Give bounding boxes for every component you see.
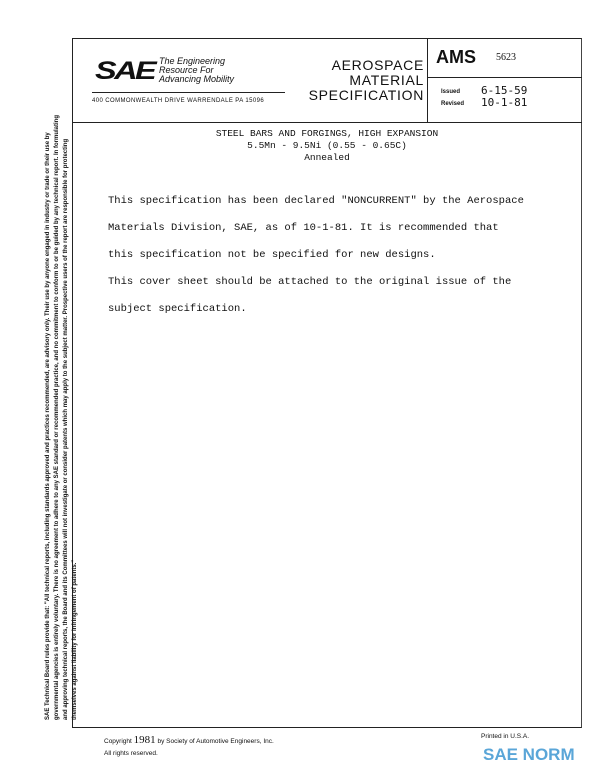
issued-label: Issued	[441, 89, 461, 95]
doc-type-title	[300, 58, 424, 103]
divider	[427, 38, 428, 122]
title-line: SPECIFICATION	[308, 87, 424, 103]
tagline-line: Resource For	[159, 65, 214, 75]
tagline-line: Advancing Mobility	[159, 74, 235, 84]
subject-line: 5.5Mn - 9.5Ni (0.55 - 0.65C)	[247, 140, 407, 151]
copyright	[104, 734, 274, 760]
revised-label: Revised	[441, 101, 465, 107]
paragraph: This cover sheet should be attached to the original issue of the subject specification.	[108, 276, 512, 315]
copyright-year: 1981	[133, 734, 156, 746]
tagline-line: The Engineering	[159, 56, 226, 66]
divider	[427, 77, 582, 78]
title-line: MATERIAL	[349, 72, 424, 88]
paragraph: This specification has been declared "NONCURRENT" by the Aerospace Materials Division, SAE, as of 10-1-81. It is recommended that this specification not be specified for new designs.	[108, 195, 524, 261]
issued-date: 6-15-59	[481, 84, 528, 97]
sae-norm-watermark: SAE NORM	[483, 745, 575, 764]
divider	[92, 92, 285, 93]
copyright-holder: by Society of Automotive Engineers, Inc.	[157, 738, 274, 745]
sae-logo: SAE	[95, 57, 155, 85]
ams-label: AMS	[436, 47, 476, 67]
rights-text: All rights reserved.	[104, 750, 158, 757]
side-disclaimer: SAE Technical Board rules provide that: "All technical reports, including standards approved and practices recommended, are advisory only. Their use by anyone engaged in industry or trade or their use by governmental agencies is entirely voluntary. There is no agreement to adhere to any SAE standard or recommended practice, and no commitment to conform to or be guided by any technical report. In formulating and approving technical reports, the Board and its Committees will not investigate or consider patents which may apply to the subject matter. Prospective users of the report are responsible for protecting themselves against liability for infringement of patents."	[45, 114, 78, 720]
ams-number: 5623	[496, 52, 516, 63]
tagline	[159, 57, 234, 84]
subject-line: STEEL BARS AND FORGINGS, HIGH EXPANSION	[215, 128, 439, 139]
subject-title	[72, 128, 582, 164]
body-text	[108, 188, 528, 323]
title-line: AEROSPACE	[331, 57, 424, 73]
printed-in: Printed in U.S.A.	[481, 733, 530, 740]
copyright-label: Copyright	[104, 738, 132, 745]
subject-line: Annealed	[304, 152, 350, 163]
address: 400 COMMONWEALTH DRIVE WARRENDALE PA 15096	[92, 98, 265, 104]
revised-date: 10-1-81	[481, 96, 528, 109]
divider	[72, 122, 582, 123]
